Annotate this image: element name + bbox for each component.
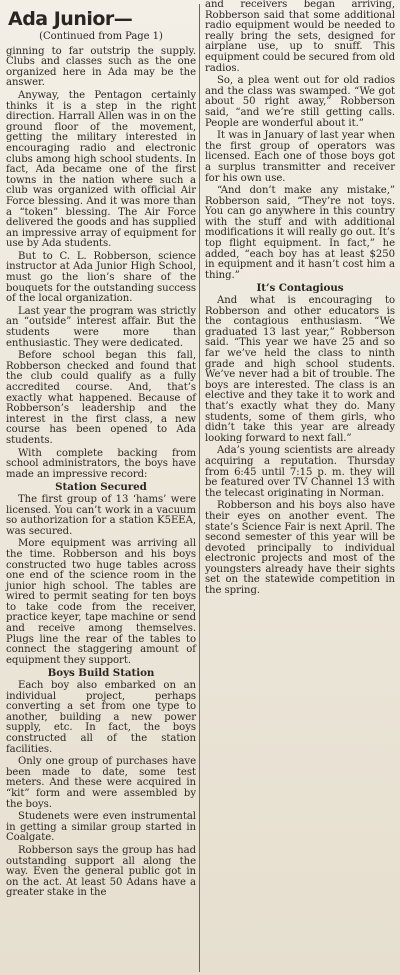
paragraph: But to C. L. Robberson, science instructor at Ada Junior High School, must go the lion’s share of the bouquets for the outstanding success of the local organization. [6,250,196,305]
paragraph: Ada’s young scientists are already acquiring a reputation. Thursday from 6:45 until 7:15 p. m. they will be featured over TV Channel 13 with the telecast originating in Norman. [205,445,395,499]
paragraph: and receivers began arriving, Robberson said that some additional radio equipment would be needed to really bring the sets, designed for airplane use, up to snuff. This equipment could be secured from old radios. [205,0,395,74]
continued-note: (Continued from Page 1) [39,31,163,42]
subhead-boys-build: Boys Build Station [47,667,155,680]
paragraph: ginning to far outstrip the supply. Clubs and classes such as the one organized here in Ada may be the answer. [6,45,196,89]
paragraph: With complete backing from school administrators, the boys have made an impressive record: [6,447,196,480]
paragraph: Only one group of purchases have been made to date, some test meters. And these were acquired in “kit” form and were assembled by the boys. [6,756,196,810]
left-column [6,0,196,901]
paragraph: Last year the program was strictly an “outside” interest affair. But the students were more than enthusiastic. They were dedicated. [6,305,196,349]
subhead-station-secured: Station Secured [55,481,147,494]
paragraph: More equipment was arriving all the time. Robberson and his boys constructed two huge tables across one end of the science room in the junior high school. The tables are wired to permit seating for ten boys to take code from the receiver, practice keyer, tape machine or send and receive among themselves. Plugs line the rear of the tables to connect the staggering amount of equipment they support. [6,538,196,666]
column-divider [199,4,200,972]
paragraph: The first group of 13 ‘hams’ were licensed. You can’t work in a vacuum so authorization for a station K5EEA, was secured. [6,493,196,537]
right-column [205,0,395,599]
paragraph: Robberson and his boys also have their eyes on another event. The state’s Science Fair is next April. The second semester of this year will be devoted principally to individual electronic projects and most of the youngsters already have their sights set on the statewide competition in the spring. [205,500,395,597]
subhead-contagious: It’s Contagious [256,282,344,295]
paragraph: “And don’t make any mistake,” Robberson said, “They’re not toys. You can go anywhere in this country with the stuff and with additional modifications it will really go out. It’s top flight equipment. In fact,” he added, “each boy has at least $250 in equipment and it hasn’t cost him a thing.” [205,185,395,281]
article-headline: Ada Junior— [8,8,133,30]
paragraph: Each boy also embarked on an individual project, perhaps converting a set from one type to another, building a new power supply, etc. In fact, the boys constructed all of the station facilities. [6,680,196,755]
paragraph: Studenets were even instrumental in getting a similar group started in Coalgate. [6,811,196,844]
paragraph: Anyway, the Pentagon certainly thinks it is a step in the right direction. Harrall Allen was in on the ground floor of the movement, getting the military interested in encouraging radio and electronic clubs among high school students. In fact, Ada became one of the first towns in the nation where such a club was organized with official Air Force blessing. And it was more than a “token” blessing. The Air Force delivered the goods and has supplied an impressive array of equipment for use by Ada students. [6,89,196,250]
paragraph: Before school began this fall, Robberson checked and found that the club could qualify as a fully accredited course. And, that’s exactly what happened. Because of Robberson’s leadership and the interest in the first class, a new course has been opened to Ada students. [6,350,196,446]
paragraph: And what is encouraging to Robberson and other educators is the contagious enthusiasm. “We graduated 13 last year,” Robberson said. “This year we have 25 and so far we’ve held the class to ninth grade and high school students. We’ve never had a bit of trouble. The boys are interested. The class is an elective and they take it to work and that’s exactly what they do. Many students, some of them girls, who didn’t take this year are already looking forward to next fall.” [205,295,395,444]
paragraph: Robberson says the group has had outstanding support all along the way. Even the general public got in on the act. At least 50 Adans have a greater stake in the [6,844,196,899]
paragraph: So, a plea went out for old radios and the class was swamped. “We got about 50 right away,” Robberson said, “and we’re still getting calls. People are wonderful about it.” [205,75,395,129]
paragraph: It was in January of last year when the first group of operators was licensed. Each one of those boys got a surplus transmitter and receiver for his own use. [205,130,395,184]
